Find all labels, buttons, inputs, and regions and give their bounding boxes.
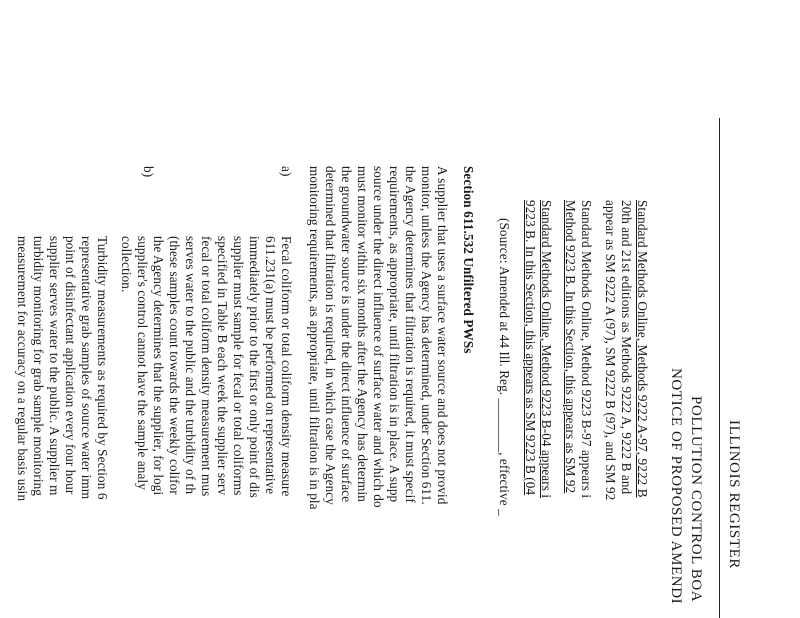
std-methods-2-line1: Standard Methods Online, Method 9223 B-97 appears i: [579, 200, 594, 499]
std-methods-2-line2: Method 9223 B. In this Section, this appears as SM 92: [563, 200, 578, 494]
std-methods-3-line1: Standard Methods Online, Method 9223 B-04 appears i: [539, 200, 554, 499]
source-note: (Source: Amended at 44 Ill. Reg. ________, effective _: [497, 218, 512, 516]
section-para-line: monitoring requirements, as appropriate, until filtration is in pla: [307, 166, 322, 510]
subsection-a-line: 611.231(a) must be performed on representative: [263, 236, 278, 495]
subsection-a-line: supplier must sample for fecal or total coliforms: [231, 236, 246, 496]
subsection-a-line: (these samples count towards the weekly colifor: [167, 236, 182, 495]
subsection-b-line: supplier serves water to the public. A supplier m: [47, 236, 62, 496]
register-heading: ILLINOIS REGISTER: [726, 420, 742, 569]
subsection-a-line: the Agency determines that the supplier, for logi: [151, 236, 166, 496]
notice-heading: NOTICE OF PROPOSED AMENDI: [668, 368, 684, 605]
subsection-a-line: collection.: [119, 236, 134, 293]
subsection-a-line: specified in Table B each week the supplier serv: [215, 236, 230, 496]
section-para-line: A supplier that uses a surface water source and does not provid: [435, 166, 450, 505]
std-methods-1-line2: 20th and 21st editions as Methods 9222 A, 9222 B and: [619, 200, 634, 495]
section-para-line: determined that filtration is required, in which case the Agency: [323, 166, 338, 505]
subsection-a-line: Fecal coliform or total coliform density measure: [279, 236, 294, 497]
subsection-b-label-visible: b): [141, 166, 156, 178]
section-title: Section 611.532 Unfiltered PWSs: [461, 166, 476, 354]
subsection-a-line: fecal or total coliform density measurement mus: [199, 236, 214, 497]
section-para-line: the Agency determines that filtration is required, it must specif: [403, 166, 418, 503]
subsection-a-line: serves water to the public and the turbidity of th: [183, 236, 198, 495]
board-heading: POLLUTION CONTROL BOA: [688, 396, 704, 603]
section-para-line: source under the direct influence of surface water and which do: [371, 166, 386, 508]
section-para-line: the groundwater source is under the direct influence of surface: [339, 166, 354, 503]
subsection-a-line: supplier's control cannot have the sample analy: [135, 236, 150, 490]
std-methods-1-line1: Standard Methods Online, Methods 9222 A-97, 9222 B: [635, 200, 650, 498]
std-methods-3-line2: 9223 B. In this Section, this appears as SM 9223 B (04: [523, 200, 538, 496]
section-para-line: requirements, as appropriate, until filtration is in place. A supp: [387, 166, 402, 503]
subsection-a-label: a): [279, 166, 294, 177]
subsection-b-line: representative grab samples of source water imm: [79, 236, 94, 500]
header-rule: [719, 118, 720, 618]
subsection-b-line: measurement for accuracy on a regular basis usin: [15, 236, 30, 502]
subsection-b-line: Turbidity measurements as required by Section 6: [95, 236, 110, 500]
section-para-line: monitor, unless the Agency has determined, under Section 611.: [419, 166, 434, 505]
subsection-b-line: turbidity monitoring for grab sample monitoring: [31, 236, 46, 496]
section-para-line: must monitor within six months after the Agency has determin: [355, 166, 370, 503]
subsection-b-line: point of disinfectant application every four hour: [63, 236, 78, 495]
subsection-a-line: immediately prior to the first or only point of dis: [247, 236, 262, 498]
std-methods-1-line3: appear as SM 9222 A (97), SM 9222 B (97), and SM 92: [603, 200, 618, 501]
